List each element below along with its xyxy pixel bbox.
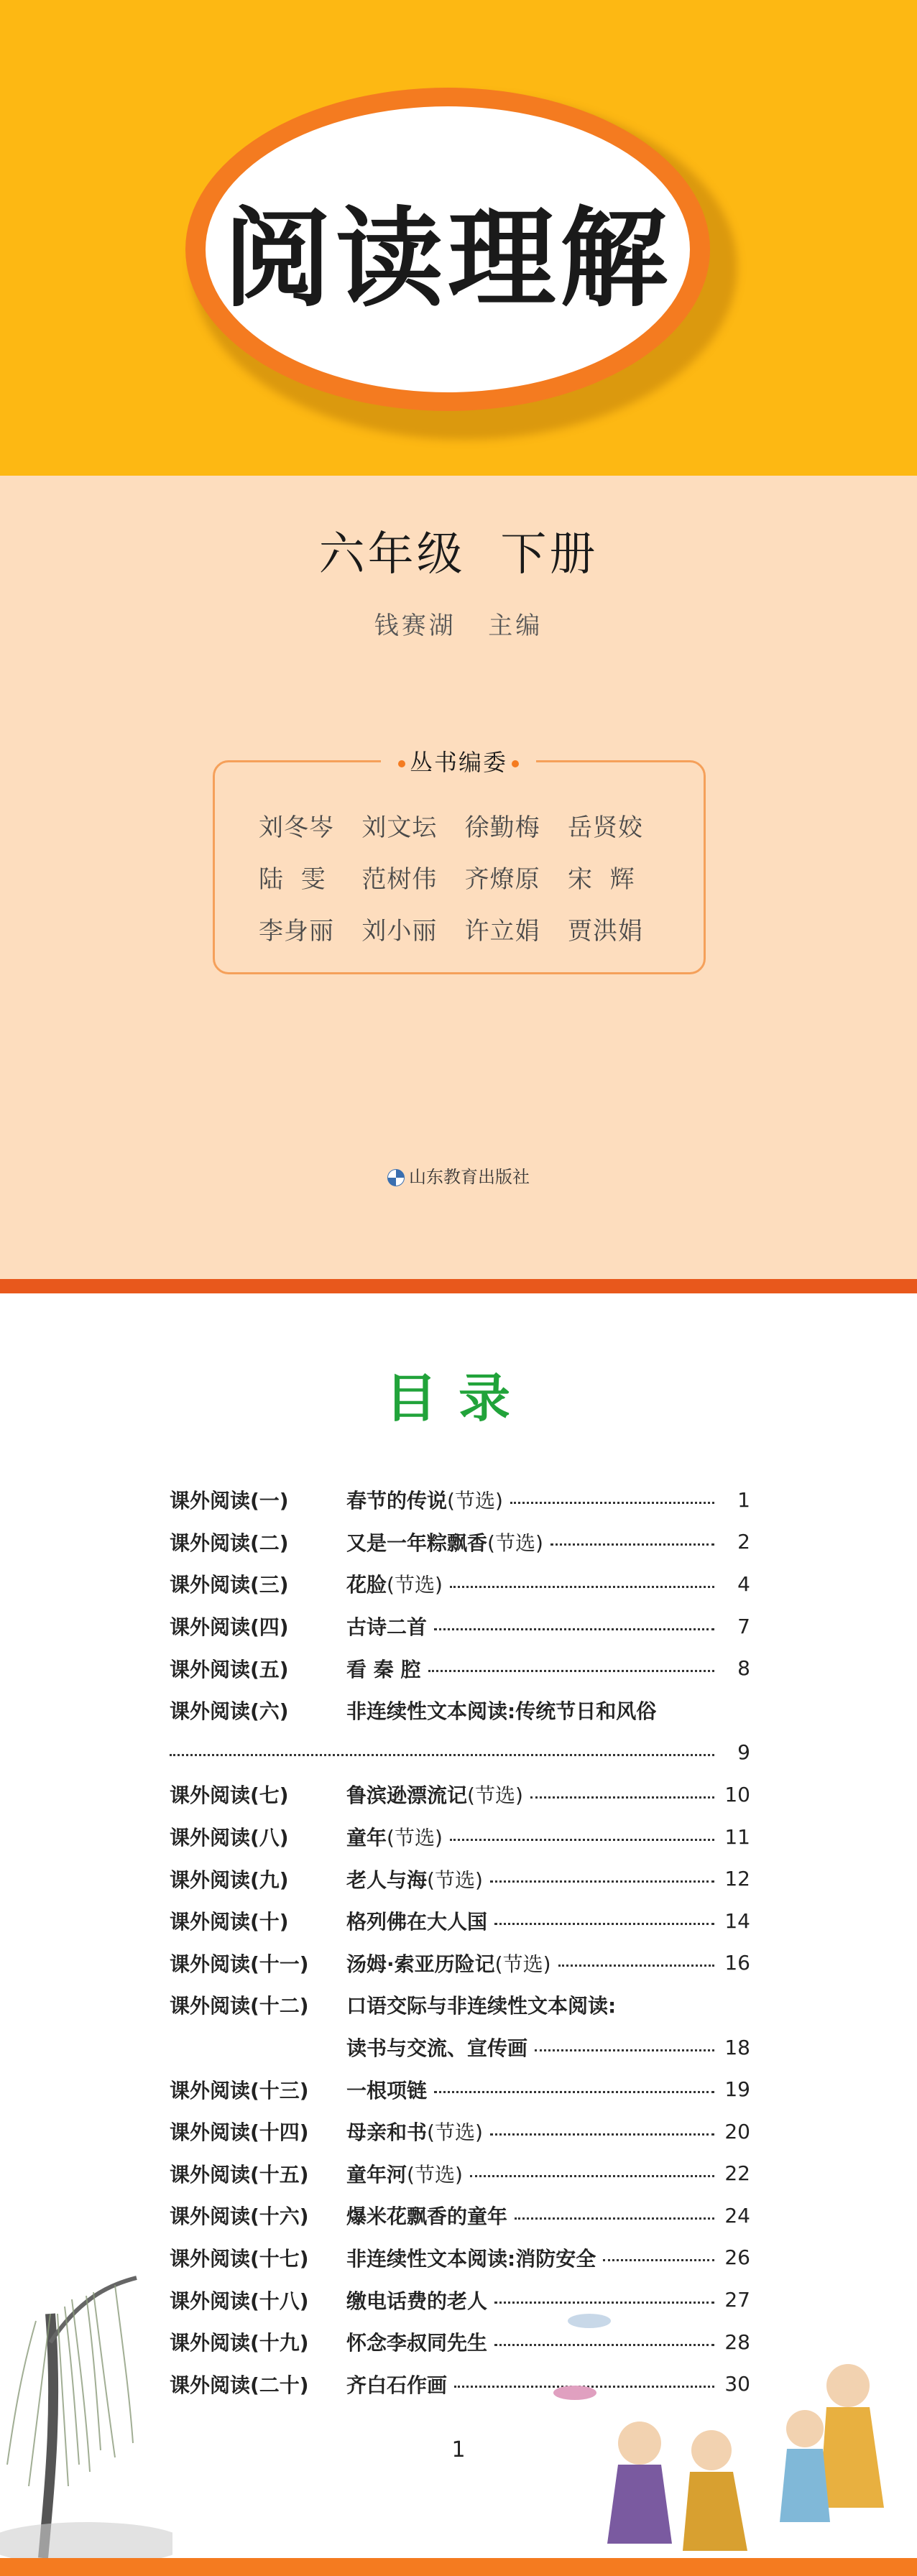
dot-leader [558,1965,715,1967]
toc-entry-page: 10 [724,1782,750,1806]
children-illustration [546,2278,917,2558]
bottom-stripe [0,2558,917,2576]
dot-leader [434,2091,714,2093]
toc-entry-title: 缴电话费的老人 [346,2289,488,2313]
toc-entry-title: 怀念李叔同先生 [346,2331,488,2355]
toc-entry-title: 母亲和书(节选) [346,2120,483,2145]
toc-entry-page: 2 [737,1530,750,1554]
toc-entry-page: 26 [724,2245,750,2270]
toc-entry-title: 春节的传说(节选) [346,1489,503,1513]
toc-entry-label: 课外阅读(十八) [170,2289,309,2313]
toc-entry-label: 课外阅读(十五) [170,2162,309,2187]
toc-entry-page: 30 [724,2372,750,2396]
willow-tree-illustration [0,2156,172,2558]
dot-leader [428,1670,715,1672]
toc-entry-page: 18 [724,2035,750,2059]
toc-entry-title: 童年(节选) [346,1826,443,1850]
book-title: 阅读理解 [223,195,672,322]
editorial-members [259,799,661,954]
toc-entry-label: 课外阅读(二) [170,1531,289,1555]
dot-leader [603,2259,714,2261]
member-name: 陆 雯 [259,864,326,894]
dot-leader [170,1754,714,1756]
toc-entry-title: 格列佛在大人国 [346,1910,488,1934]
toc-entry-subtitle: (节选) [387,1826,443,1850]
publisher: 山东教育出版社 [0,1163,917,1188]
toc-entry-label: 课外阅读(十三) [170,2078,309,2102]
toc-entry-page: 8 [737,1656,750,1681]
member-name: 刘文坛 [361,813,438,842]
dot-leader [450,1586,714,1588]
page-number: 1 [451,2437,466,2462]
toc-entry[interactable] [170,2237,750,2279]
toc-entry-label: 课外阅读(七) [170,1783,289,1808]
toc-entry-page: 27 [724,2288,750,2312]
toc-entry-title: 花脸(节选) [346,1573,443,1597]
toc-entry-label: 课外阅读(四) [170,1615,289,1640]
dot-icon [398,760,405,767]
toc-entry[interactable] [170,1984,750,2026]
member-name: 岳贤姣 [567,813,643,842]
toc-entry-label: 课外阅读(十六) [170,2205,309,2229]
toc-entry-subtitle: (节选) [427,2120,483,2145]
toc-entry[interactable] [170,2068,750,2110]
toc-entry-title: 古诗二首 [346,1615,428,1640]
toc-entry-label: 课外阅读(八) [170,1826,289,1850]
toc-entry[interactable] [170,1942,750,1985]
toc-entry-page: 12 [724,1867,750,1891]
toc-entry-subtitle: (节选) [427,1868,483,1892]
toc-entry-page: 22 [724,2161,750,2186]
toc-entry-page: 11 [724,1824,750,1849]
toc-entry-label: 课外阅读(十一) [170,1952,309,1976]
toc-entry[interactable] [170,2110,750,2153]
toc-entry[interactable] [170,1605,750,1648]
member-name: 范树伟 [361,864,438,894]
grade-label: 六年级 下册 [318,528,599,581]
toc-entry-subtitle: (节选) [487,1531,543,1555]
toc-entry-page: 7 [737,1614,750,1638]
toc-entry[interactable] [170,1816,750,1858]
toc-entry-label: 课外阅读(十九) [170,2331,309,2355]
toc-entry-title: 又是一年粽飘香(节选) [346,1531,543,1555]
toc-entry[interactable] [170,1563,750,1605]
toc-entry-page: 1 [737,1487,750,1512]
dot-leader [490,1880,714,1883]
toc-entry-title: 汤姆·索亚历险记(节选) [346,1952,551,1976]
toc-entry-label: 课外阅读(六) [170,1699,289,1724]
toc-entry-title: 齐白石作画 [346,2373,448,2397]
toc-entry-label: 课外阅读(十七) [170,2246,309,2271]
member-name: 刘小丽 [361,916,438,946]
toc-entry-subtitle: (节选) [494,1952,551,1976]
member-name: 许立娟 [464,916,540,946]
toc-entry-continuation [170,1732,750,1774]
toc-entry-page: 19 [724,2077,750,2102]
divider-stripe [0,1279,917,1293]
toc-entry-continuation [170,2026,750,2069]
member-row [259,799,661,851]
toc-entry-subtitle: (节选) [387,1573,443,1597]
toc-entry-title: 老人与海(节选) [346,1868,483,1892]
toc-entry[interactable] [170,1647,750,1689]
toc-entry-page: 20 [724,2119,750,2143]
toc-entry-page: 16 [724,1951,750,1975]
toc-entry-title: 爆米花飘香的童年 [346,2205,508,2229]
toc-entry-title: 鲁滨逊漂流记(节选) [346,1783,523,1808]
toc-entry-label: 课外阅读(十四) [170,2120,309,2145]
member-name: 徐勤梅 [464,813,540,842]
toc-entry-subtitle: (节选) [407,2162,463,2187]
member-name: 齐燎原 [464,864,540,894]
toc-entry-label: 课外阅读(十) [170,1910,289,1934]
editor-label: 钱赛湖 主编 [374,611,543,640]
toc-entry-label: 课外阅读(十二) [170,1994,309,2018]
toc-entry-subtitle: (节选) [467,1783,523,1808]
dot-leader [530,1796,714,1799]
dot-leader [550,1543,714,1546]
dot-leader [510,1502,714,1504]
toc-entry-title: 一根项链 [346,2078,428,2102]
toc-entry-title: 童年河(节选) [346,2162,463,2187]
dot-leader [515,2217,714,2220]
member-row [259,902,661,954]
dot-leader [450,1839,714,1841]
publisher-logo-icon [387,1169,405,1186]
dot-leader [434,1628,714,1630]
dot-icon [512,760,519,767]
toc-entry[interactable] [170,1689,750,1732]
title-oval [185,88,732,433]
toc-entry-title: 非连续性文本阅读:消防安全 [346,2246,596,2271]
member-row [259,851,661,902]
member-name: 贾洪娟 [567,916,643,946]
toc-entry-title: 非连续性文本阅读:传统节日和风俗 [346,1699,657,1724]
toc-title: 目录 [384,1368,532,1428]
toc-entry-label: 课外阅读(九) [170,1868,289,1892]
toc-entry-title-continued: 读书与交流、宣传画 [346,2036,528,2061]
toc-entry-label: 课外阅读(三) [170,1573,289,1597]
toc-entry[interactable] [170,1479,750,1521]
dot-leader [535,2049,714,2051]
dot-leader [494,1923,714,1925]
editorial-board-title: 丛书编委 [0,744,917,777]
member-name: 宋 辉 [567,864,635,894]
toc-entry-label: 课外阅读(二十) [170,2373,309,2397]
toc-entry-label: 课外阅读(一) [170,1489,289,1513]
toc-entry[interactable] [170,2153,750,2195]
dot-leader [470,2175,714,2177]
toc-entry[interactable] [170,1857,750,1900]
member-name: 刘冬岑 [259,813,334,842]
toc-entry-page: 24 [724,2203,750,2228]
dot-leader [490,2133,714,2136]
toc-entry-page: 14 [724,1908,750,1933]
toc-entry[interactable] [170,2194,750,2237]
toc-entry[interactable] [170,1900,750,1942]
toc-entry-label: 课外阅读(五) [170,1657,289,1681]
member-name: 李身丽 [259,916,334,946]
toc-entry-page: 9 [737,1740,750,1765]
toc-entry-title: 看 秦 腔 [346,1657,421,1681]
toc-entry-page: 4 [737,1571,750,1596]
table-of-contents [170,1479,750,2405]
toc-entry-subtitle: (节选) [447,1489,503,1513]
toc-entry[interactable] [170,1521,750,1564]
toc-entry-title: 口语交际与非连续性文本阅读: [346,1994,617,2018]
toc-entry-page: 28 [724,2330,750,2354]
toc-entry[interactable] [170,1773,750,1816]
